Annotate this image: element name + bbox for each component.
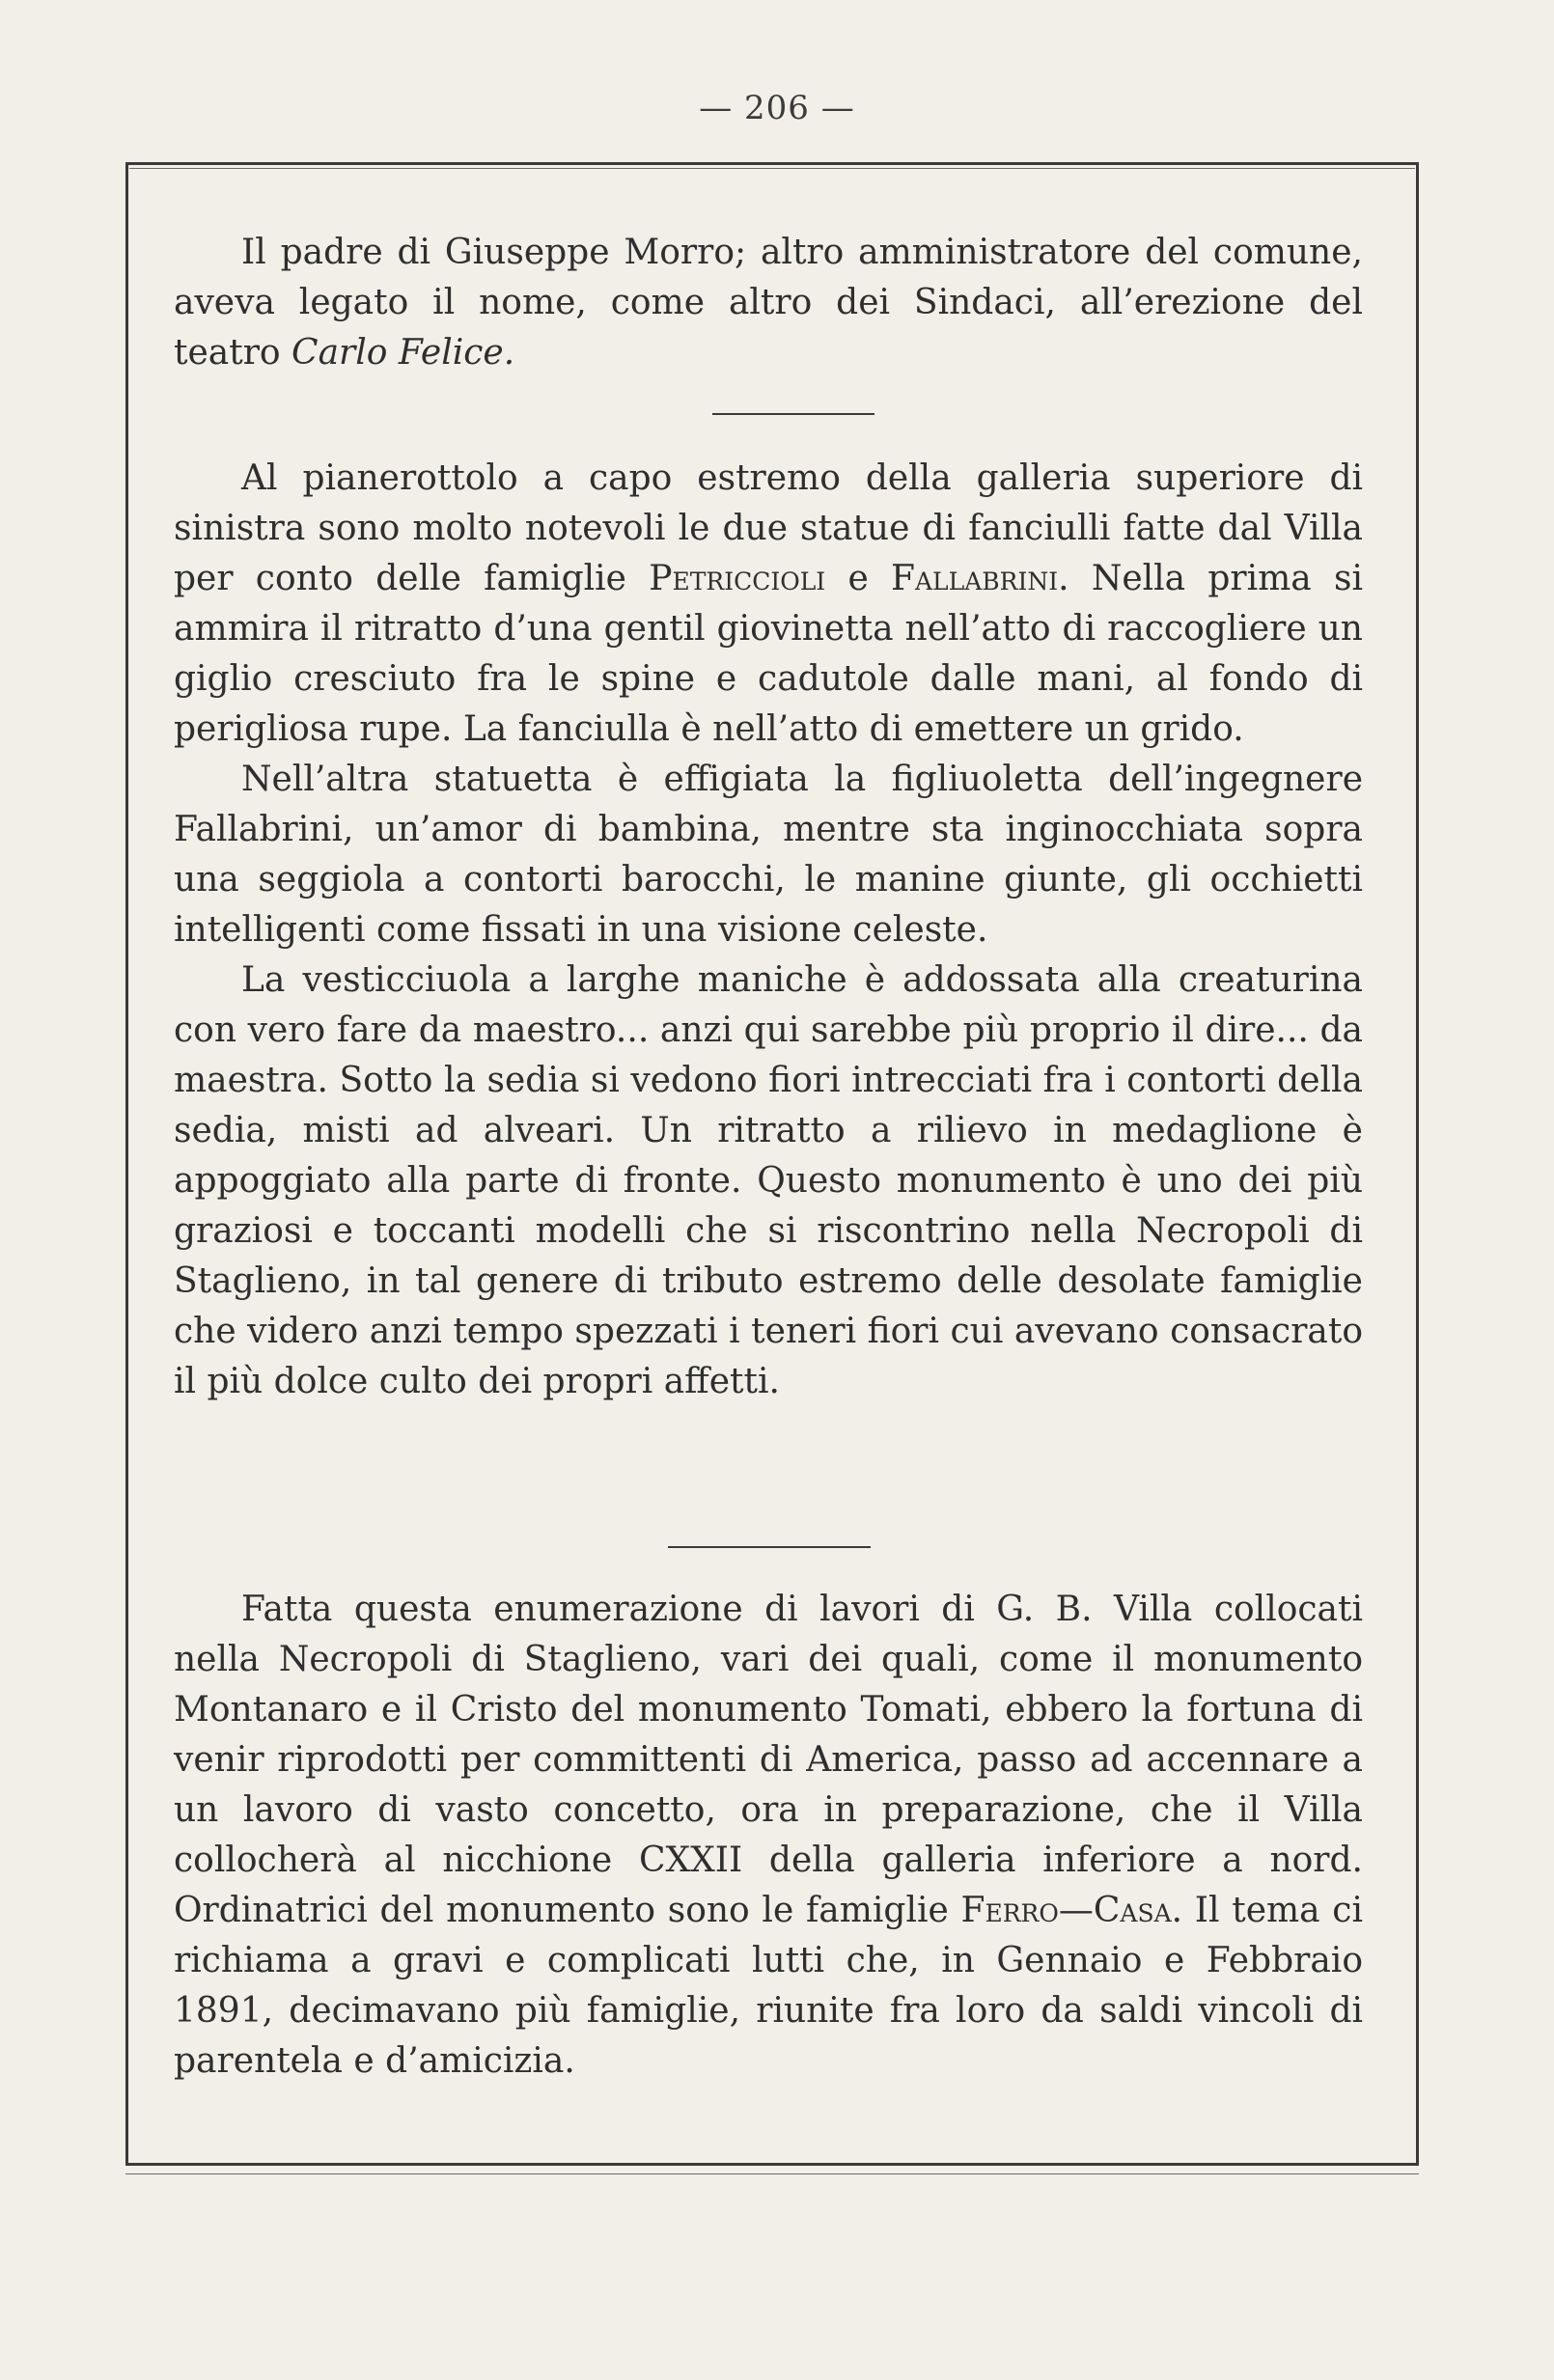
paragraph-2-text-b: e <box>825 559 891 598</box>
theatre-name: Carlo Felice. <box>291 333 515 373</box>
section-3 <box>174 1585 1363 2087</box>
frame-bottom-rule <box>125 2163 1419 2166</box>
section-separator-1 <box>712 413 874 415</box>
frame-top-inner-rule <box>129 168 1415 169</box>
paragraph-4: La vesticciuola a larghe maniche è addossata alla creaturina con vero fare da maestro... anzi qui sarebbe più proprio il dire... da maestra. Sotto la sedia si vedono fiori intrecciati fra i contorti della sedia, misti ad alveari. Un ritratto a rilievo in medaglione è appoggiato alla parte di fronte. Questo monumento è uno dei più graziosi e toccanti modelli che si riscontrino nella Necropoli di Staglieno, in tal genere di tributo estremo delle desolate famiglie che videro anzi tempo spezzati i teneri fiori cui avevano consacrato il più dolce culto dei propri affetti. <box>174 960 1363 1401</box>
frame-bottom-outer-rule <box>125 2173 1419 2174</box>
paragraph-1 <box>174 228 1363 378</box>
paragraph-5-text-a: Fatta questa enumerazione di lavori di G. B. Villa collocati nella Necropoli di Staglieno, vari dei quali, come il monumento Montanaro e il Cristo del monumento Tomati, ebbero la fortuna di venir riprodotti per committenti di America, passo ad accennare a un lavoro di vasto concetto, ora in preparazione, che il Villa collocherà al nicchione CXXII della galleria inferiore a nord. Ordinatrici del monumento sono le famiglie <box>174 1590 1363 1930</box>
frame-right-rule <box>1416 162 1419 2166</box>
family-name-ferro-casa: Ferro—Casa <box>960 1891 1172 1930</box>
section-2 <box>174 454 1363 1407</box>
family-name-petriccioli: Petriccioli <box>649 559 826 598</box>
paragraph-5-text-b: . Il tema ci richiama a gravi e complicati lutti che, in Gennaio e Febbraio 1891, decimavano più famiglie, riunite fra loro da saldi vincoli di parentela e d’amicizia. <box>174 1891 1363 2081</box>
page-number: — 206 — <box>699 89 855 127</box>
frame-top-rule <box>125 162 1419 165</box>
frame-left-rule <box>125 162 128 2166</box>
paragraph-3: Nell’altra statuetta è effigiata la figliuoletta dell’ingegnere Fallabrini, un’amor di bambina, mentre sta inginocchiata sopra una seggiola a contorti barocchi, le manine giunte, gli occhietti intelligenti come fissati in una visione celeste. <box>174 760 1363 950</box>
family-name-fallabrini: Fallabrini <box>891 559 1059 598</box>
paragraph-2-text-c: . Nella prima si ammira il ritratto d’una gentil giovinetta nell’atto di raccogliere un giglio cresciuto fra le spine e cadutole dalle mani, al fondo di perigliosa rupe. La fanciulla è nell’atto di emettere un grido. <box>174 559 1363 749</box>
paragraph-1-text: Il padre di Giuseppe Morro; altro amministratore del comune, aveva legato il nome, come altro dei Sindaci, all’erezione del teatro <box>174 233 1363 373</box>
section-separator-2 <box>668 1546 871 1548</box>
paragraph-2-text-a: Al pianerottolo a capo estremo della galleria superiore di sinistra sono molto notevoli le due statue di fanciulli fatte dal Villa per conto delle famiglie <box>174 458 1363 598</box>
